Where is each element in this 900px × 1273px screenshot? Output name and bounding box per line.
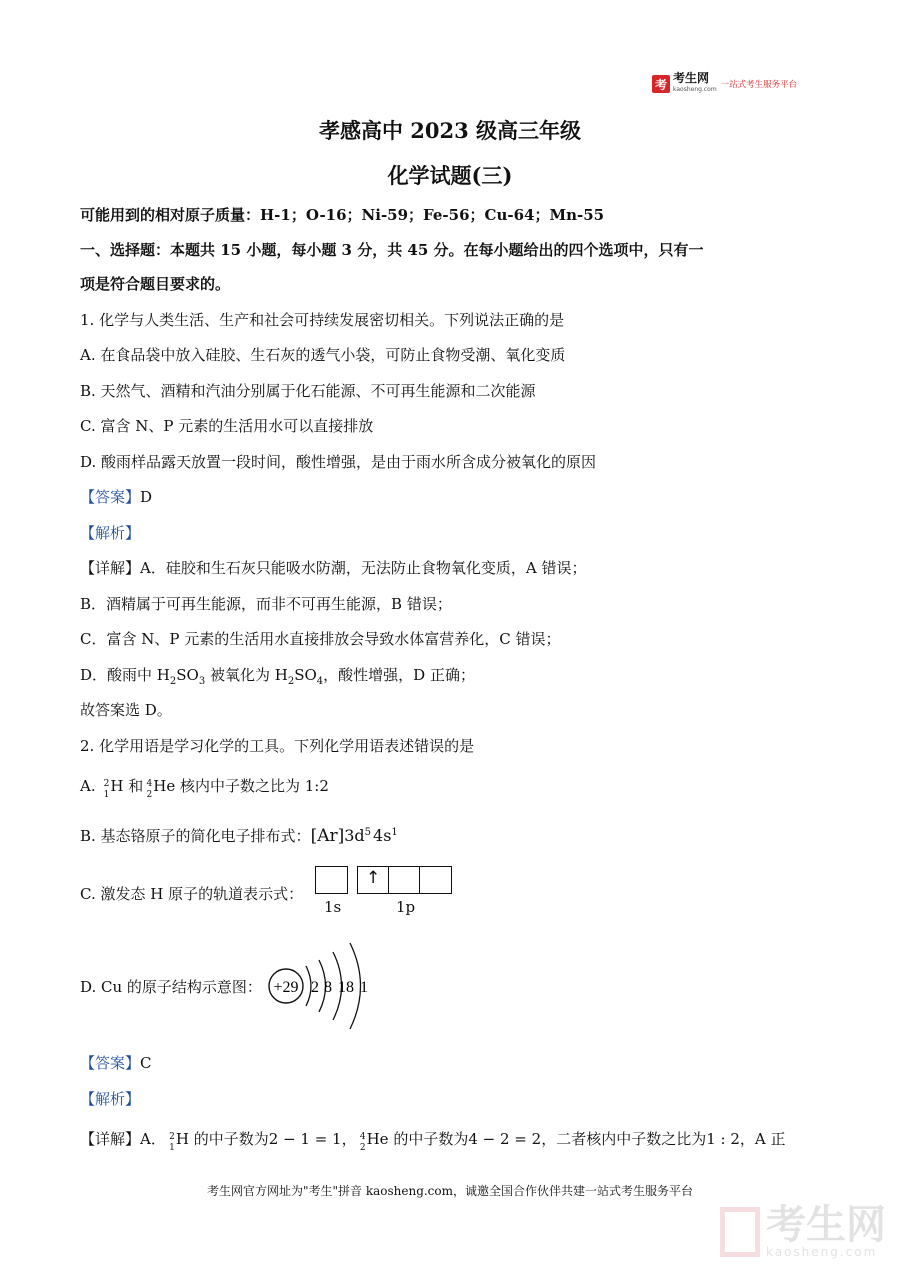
orbital-label-1p: 1p (396, 898, 416, 916)
shell-electrons-3: 18 (338, 979, 354, 996)
q2-option-c-label: C. 激发态 H 原子的轨道表示式： (80, 885, 304, 903)
orbital-box-1p-3 (419, 866, 452, 894)
watermark-name: 考生网 (766, 1202, 886, 1248)
mass-number: 2 (169, 1132, 175, 1142)
q2-answer (80, 1053, 152, 1073)
element-symbol: H (175, 1130, 189, 1148)
q1-stem: 1. 化学与人类生活、生产和社会可持续发展密切相关。下列说法正确的是 (80, 311, 565, 329)
section-heading-line1: 一、选择题：本题共 15 小题，每小题 3 分，共 45 分。在每小题给出的四个选项中，只有一 (80, 241, 704, 259)
isotope-he (143, 776, 153, 800)
detail-a-text: A．硅胶和生石灰只能吸水防潮，无法防止食物氧化变质，A 错误； (140, 559, 587, 577)
kaosheng-logo-icon: 考 (652, 75, 670, 93)
page-title: 孝感高中 2023 级高三年级 (318, 118, 582, 143)
subscript: 2 (169, 676, 177, 687)
logo-slogan: 一站式考生服务平台 (720, 80, 798, 90)
q1-answer (80, 487, 152, 507)
q1-detail-c: C．富含 N、P 元素的生活用水直接排放会导致水体富营养化，C 错误； (80, 630, 561, 648)
detail-text: 的中子数为 (388, 1130, 469, 1148)
isotope-he (357, 1129, 367, 1153)
isotope-h (166, 1129, 176, 1153)
q2-option-d-label: D. Cu 的原子结构示意图： (80, 978, 262, 996)
q2-stem: 2. 化学用语是学习化学的工具。下列化学用语表述错误的是 (80, 737, 475, 755)
watermark-logo-icon (720, 1207, 760, 1257)
watermark (720, 1202, 886, 1259)
watermark-text (766, 1202, 886, 1259)
subscript: 2 (287, 676, 295, 687)
q1-option-d: D. 酸雨样品露天放置一段时间，酸性增强，是由于雨水所含成分被氧化的原因 (80, 453, 597, 471)
spin-up-arrow-icon: ↑ (366, 868, 381, 888)
header-logo (652, 73, 797, 95)
element-symbol: He (366, 1130, 389, 1148)
shell-electrons-1: 2 (311, 979, 319, 996)
detail-d-part: SO (294, 666, 317, 684)
orbital-label-1s: 1s (324, 898, 342, 916)
watermark-domain: kaosheng.com (766, 1245, 878, 1259)
answer-tag: 【答案】 (80, 488, 141, 506)
element-symbol: He (153, 777, 176, 795)
section-heading-line2: 项是符合题目要求的。 (80, 275, 231, 293)
shell-electrons-2: 8 (324, 979, 332, 996)
atomic-number: 1 (103, 790, 110, 800)
shell-electrons-4: 1 (360, 979, 368, 996)
orbital-4s: 4s (373, 826, 392, 845)
q2-option-b (80, 823, 398, 846)
q1-detail-a (80, 558, 586, 578)
detail-text: ，二者核内中子数之比为 (541, 1130, 707, 1148)
orbital-box-1s (315, 866, 348, 894)
detail-text: ， (341, 1130, 357, 1148)
logo-name-text: 考生网 (673, 71, 710, 85)
logo-domain: kaosheng.com (673, 86, 717, 93)
cu-atom-diagram (260, 940, 380, 1035)
electron-count: 5 (364, 827, 372, 838)
detail-tag: 【详解】 (80, 1130, 141, 1148)
q1-detail-b: B．酒精属于可再生能源，而非不可再生能源，B 错误； (80, 595, 452, 613)
logo-name (673, 73, 717, 95)
atomic-number: 2 (146, 790, 153, 800)
detail-d-part: D．酸雨中 H (80, 666, 170, 684)
option-label: A. (80, 777, 101, 795)
answer-value: D (140, 488, 153, 506)
equation: 4 − 2 = 2 (468, 1130, 542, 1148)
orbital-box-1p-2 (388, 866, 420, 894)
q1-detail-d (80, 665, 475, 692)
orbital-3d: 3d (344, 826, 365, 845)
subscript: 3 (198, 676, 206, 687)
detail-d-part: 被氧化为 H (205, 666, 288, 684)
exam-subtitle: 化学试题(三) (387, 163, 513, 188)
detail-tag: 【详解】 (80, 559, 141, 577)
orbital-box-1p-1 (357, 866, 389, 894)
q2-detail-a (80, 1129, 786, 1153)
noble-gas-core: [Ar] (310, 826, 345, 846)
equation: 2 − 1 = 1 (268, 1130, 342, 1148)
detail-d-part: SO (176, 666, 199, 684)
equation: 1 : 2 (706, 1130, 740, 1148)
q1-analysis-tag: 【解析】 (80, 524, 141, 542)
atomic-masses: 可能用到的相对原子质量：H-1；O-16；Ni-59；Fe-56；Cu-64；Mn-55 (80, 206, 605, 224)
mass-number: 4 (359, 1132, 366, 1142)
option-label: B. 基态铬原子的简化电子排布式： (80, 827, 311, 845)
q1-conclusion: 故答案选 D。 (80, 701, 172, 719)
answer-tag: 【答案】 (80, 1054, 141, 1072)
q1-option-b: B. 天然气、酒精和汽油分别属于化石能源、不可再生能源和二次能源 (80, 382, 536, 400)
atomic-number: 2 (359, 1143, 366, 1153)
subscript: 4 (316, 676, 324, 687)
mass-number: 2 (103, 779, 110, 789)
detail-text: ，A 正 (739, 1130, 786, 1148)
q1-option-c: C. 富含 N、P 元素的生活用水可以直接排放 (80, 417, 374, 435)
detail-d-part: ，酸性增强，D 正确； (323, 666, 475, 684)
detail-text: A． (140, 1130, 166, 1148)
isotope-h (100, 776, 110, 800)
atomic-number: 1 (169, 1143, 175, 1153)
q2-option-a (80, 776, 329, 800)
electron-count: 1 (391, 827, 398, 838)
footer-text: 考生网官方网址为"考生"拼音 kaosheng.com，诚邀全国合作伙伴共建一站式考生服务平台 (206, 1184, 694, 1198)
q2-analysis-tag: 【解析】 (80, 1090, 141, 1108)
connector-text: 和 (123, 777, 144, 795)
mass-number: 4 (146, 779, 153, 789)
nucleus-charge: +29 (273, 979, 299, 996)
element-symbol: H (110, 777, 124, 795)
option-text: 核内中子数之比为 1:2 (175, 777, 329, 795)
q1-option-a: A. 在食品袋中放入硅胶、生石灰的透气小袋，可防止食物受潮、氧化变质 (80, 346, 566, 364)
detail-text: 的中子数为 (188, 1130, 269, 1148)
answer-value: C (140, 1054, 152, 1072)
